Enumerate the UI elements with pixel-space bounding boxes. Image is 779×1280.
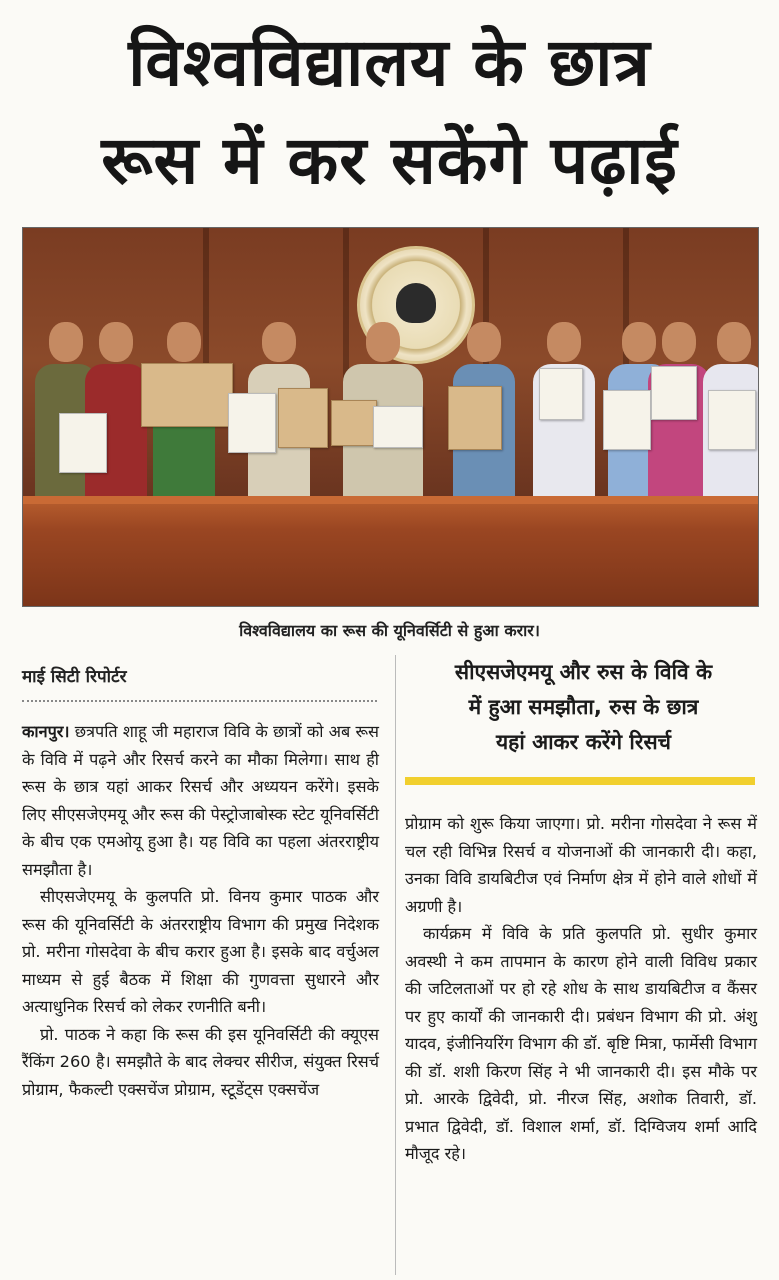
article-paragraph <box>22 718 379 883</box>
photo-caption: विश्वविद्यालय का रूस की यूनिवर्सिटी से हुआ करार। <box>239 621 540 640</box>
headline-line-2: रूस में कर सकेंगे पढ़ाई <box>101 122 678 199</box>
byline-divider <box>22 700 377 702</box>
subheadline-line-2: में हुआ समझौता, रुस के छात्र <box>468 695 699 719</box>
article-paragraph: प्रो. पाठक ने कहा कि रूस की इस यूनिवर्सिटी की क्यूएस रैंकिंग 260 है। समझौते के बाद लेक्चर सीरीज, संयुक्त रिसर्च प्रोग्राम, फैकल्टी एक्सचेंज प्रोग्राम, स्टूडेंट्स एक्सचेंज <box>22 1024 379 1099</box>
article-paragraph: प्रोग्राम को शुरू किया जाएगा। प्रो. मरीना गोसदेवा ने रूस में चल रही विभिन्न रिसर्च व योजनाओं की जानकारी दी। कहा, उनका विवि डायबिटीज एवं निर्माण क्षेत्र में होने वाले शोधों में अग्रणी है। <box>405 814 757 916</box>
article-paragraph: कार्यक्रम में विवि के प्रति कुलपति प्रो. सुधीर कुमार अवस्थी ने कम तापमान के कारण होने वाली विविध प्रकार की जटिलताओं पर हो रहे शोध के साथ डायबिटीज व कैंसर पर हुए कार्यों की जानकारी दी। प्रबंधन विभाग की प्रो. अंशु यादव, इंजीनियरिंग विभाग की डॉ. बृष्टि मित्रा, फार्मेसी विभाग की डॉ. शशी किरण सिंह ने भी जानकारी दी। इस मौके पर प्रो. आरके द्विवेदी, प्रो. नीरज सिंह, अशोक तिवारी, डॉ. प्रभात द्विवेदी, डॉ. विशाल शर्मा, डॉ. दिग्विजय शर्मा आदि मौजूद रहे। <box>405 924 757 1163</box>
article-paragraph-text: छत्रपति शाहू जी महाराज विवि के छात्रों को अब रूस के विवि में पढ़ने और रिसर्च करने का मौका मिलेगा। साथ ही रूस के छात्र यहां आकर रिसर्च और अध्ययन करेंगे। इसके लिए सीएसजेएमयू और रूस की पेस्ट्रोजाबोस्क स्टेट यूनिवर्सिटी के बीच एक एमओयू हुआ है। यह विवि का पहला अंतरराष्ट्रीय समझौता है। <box>22 722 379 879</box>
subheadline-line-3: यहां आकर करेंगे रिसर्च <box>496 730 671 754</box>
article-paragraph: सीएसजेएमयू के कुलपति प्रो. विनय कुमार पाठक और रूस की यूनिवर्सिटी के अंतरराष्ट्रीय विभाग की प्रमुख निदेशक प्रो. मरीना गोसदेवा के बीच करार हुआ है। इसके बाद वर्चुअल माध्यम से हुई बैठक में शिक्षा की गुणवत्ता सुधारने और अत्याधुनिक रिसर्च को लेकर रणनीति बनी। <box>22 887 379 1016</box>
news-photo <box>22 227 759 607</box>
headline <box>14 14 765 210</box>
article-column-right <box>405 810 757 1168</box>
subheadline <box>405 655 762 760</box>
article-column-left <box>22 718 379 1103</box>
subheadline-accent-bar <box>405 777 755 785</box>
headline-line-1: विश्वविद्यालय के छात्र <box>128 24 651 101</box>
conference-table <box>22 496 759 606</box>
dateline: कानपुर। <box>22 722 70 741</box>
column-divider <box>395 655 396 1275</box>
subheadline-line-1: सीएसजेएमयू और रुस के विवि के <box>454 660 713 684</box>
byline: माई सिटी रिपोर्टर <box>22 667 127 687</box>
